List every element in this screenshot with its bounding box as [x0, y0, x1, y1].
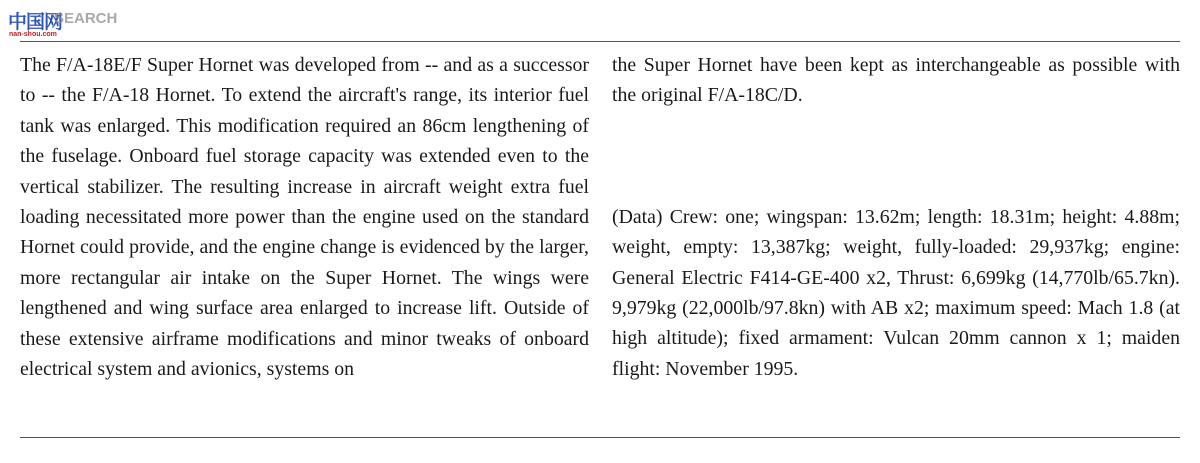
description-continuation: the Super Hornet have been kept as interchangeable as possible with the original F/A-18C/D.: [612, 54, 1180, 107]
top-divider: [20, 41, 1180, 42]
description-paragraph: The F/A-18E/F Super Hornet was developed from -- and as a successor to -- the F/A-18 Hornet. To extend the aircraft's range, its interior fuel tank was enlarged. This modification required an 86cm lengthening of the fuselage. Onboard fuel storage capacity was extended even to the vertical stabilizer. The resulting increase in aircraft weight extra fuel loading necessitated more power than the engine used on the standard Hornet could provide, and the engine change is evidenced by the larger, more rectangular air intake on the Super Hornet. The wings were lengthened and wing surface area enlarged to increase lift. Outside of these extensive airframe modifications and minor tweaks of onboard electrical system and avionics, systems on: [20, 54, 589, 381]
watermark-url-text: nan-shou.com: [9, 31, 57, 38]
left-column: [20, 50, 589, 384]
right-column: [612, 50, 1180, 384]
bottom-divider: [20, 437, 1180, 438]
specifications-paragraph: (Data) Crew: one; wingspan: 13.62m; length: 18.31m; height: 4.88m; weight, empty: 13,387kg; weight, fully-loaded: 29,937kg; engine: General Electric F414-GE-400 x2, Thrust: 6,699kg (14,770lb/65.7kn). 9,979kg (22,000lb/97.8kn) with AB x2; maximum speed: Mach 1.8 (at high altitude); fixed armament: Vulcan 20mm cannon x 1; maiden flight: November 1995.: [612, 205, 1180, 380]
site-watermark-logo: [8, 4, 168, 38]
watermark-search-text: SEARCH: [54, 10, 118, 27]
watermark-chinese-text: 中国网: [8, 11, 63, 33]
